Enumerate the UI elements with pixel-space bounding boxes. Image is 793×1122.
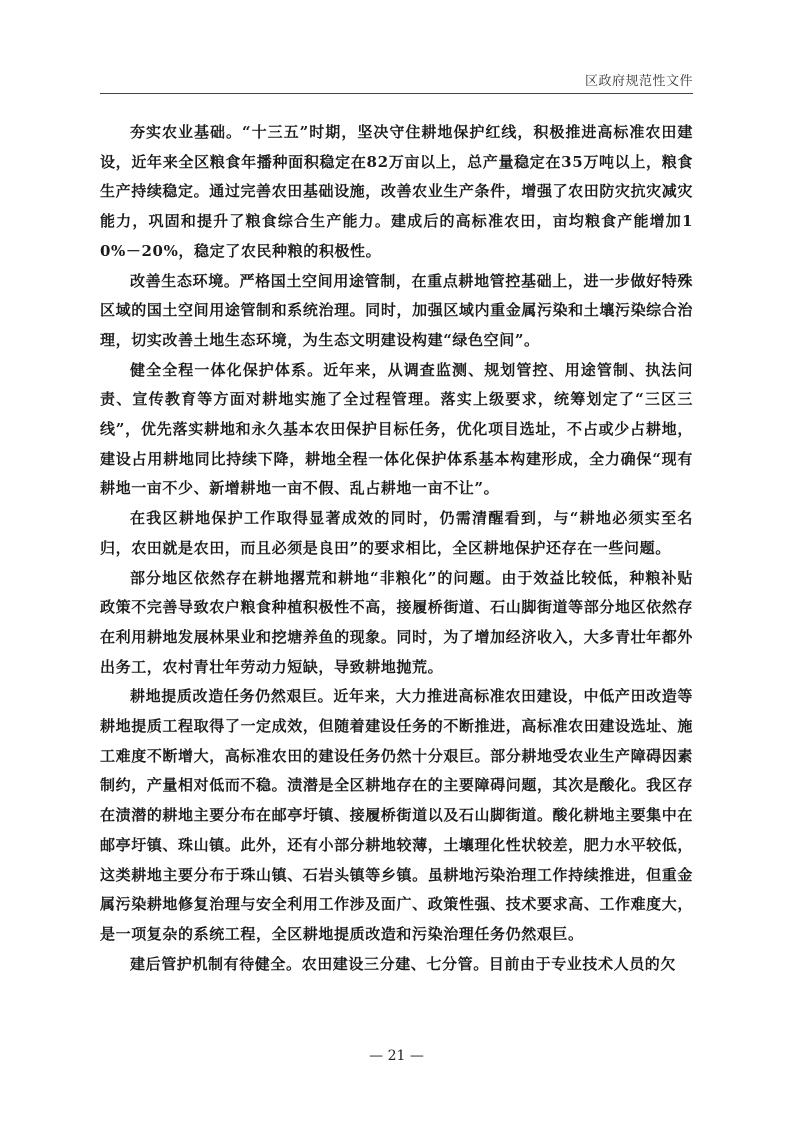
paragraph-protection-system: 健全全程一体化保护体系。近年来，从调查监测、规划管控、用途管制、执法问责、宣传教育等方面对耕地实施了全过程管理。落实上级要求，统筹划定了“三区三线”，优先落实耕地和永久基本农田保护目标任务，优化项目选址，不占或少占耕地，建设占用耕地同比持续下降，耕地全程一体化保护体系基本构建形成，全力确保“现有耕地一亩不少、新增耕地一亩不假、乱占耕地一亩不让”。 <box>100 360 693 498</box>
paragraph-abandoned-land: 部分地区依然存在耕地撂荒和耕地“非粮化”的问题。由于效益比较低，种粮补贴政策不完善导致农户粮食种植积极性不高，接履桥街道、石山脚街道等部分地区依然存在利用耕地发展林果业和挖塘养鱼的现象。同时，为了增加经济收入，大多青壮年都外出务工，农村青壮年劳动力短缺，导致耕地抛荒。 <box>100 568 693 676</box>
paragraph-agriculture-foundation: 夯实农业基础。“十三五”时期，坚决守住耕地保护红线，积极推进高标准农田建设，近年来全区粮食年播种面积稳定在82万亩以上，总产量稳定在35万吨以上，粮食生产持续稳定。通过完善农田基础设施，改善农业生产条件，增强了农田防灾抗灾减灾能力，巩固和提升了粮食综合生产能力。建成后的高标准农田，亩均粮食产能增加10%－20%，稳定了农民种粮的积极性。 <box>100 123 693 260</box>
paragraph-problems-intro: 在我区耕地保护工作取得显著成效的同时，仍需清醒看到，与“耕地必须实至名归，农田就是农田，而且必须是良田”的要求相比，全区耕地保护还存在一些问题。 <box>100 509 693 557</box>
document-category-label: 区政府规范性文件 <box>584 74 693 89</box>
body-text <box>100 118 693 979</box>
header-divider <box>100 93 693 94</box>
paragraph-quality-improvement: 耕地提质改造任务仍然艰巨。近年来，大力推进高标准农田建设，中低产田改造等耕地提质工程取得了一定成效，但随着建设任务的不断推进，高标准农田建设选址、施工难度不断增大，高标准农田的建设任务仍然十分艰巨。部分耕地受农业生产障碍因素制约，产量相对低而不稳。渍潜是全区耕地存在的主要障碍问题，其次是酸化。我区存在渍潜的耕地主要分布在邮亭圩镇、接履桥街道以及石山脚街道。酸化耕地主要集中在邮亭圩镇、珠山镇。此外，还有小部分耕地较薄，土壤理化性状较差，肥力水平较低，这类耕地主要分布于珠山镇、石岩头镇等乡镇。虽耕地污染治理工作持续推进，但重金属污染耕地修复治理与安全利用工作涉及面广、政策性强、技术要求高、工作难度大，是一项复杂的系统工程，全区耕地提质改造和污染治理任务仍然艰巨。 <box>100 687 693 943</box>
paragraph-maintenance-mechanism: 建后管护机制有待健全。农田建设三分建、七分管。目前由于专业技术人员的欠 <box>130 954 677 973</box>
page-number: — 21 — <box>369 1048 424 1064</box>
paragraph-ecological-environment: 改善生态环境。严格国土空间用途管制，在重点耕地管控基础上，进一步做好特殊区域的国土空间用途管制和系统治理。同时，加强区域内重金属污染和土壤污染综合治理，切实改善土地生态环境，为生态文明建设构建“绿色空间”。 <box>100 271 693 349</box>
